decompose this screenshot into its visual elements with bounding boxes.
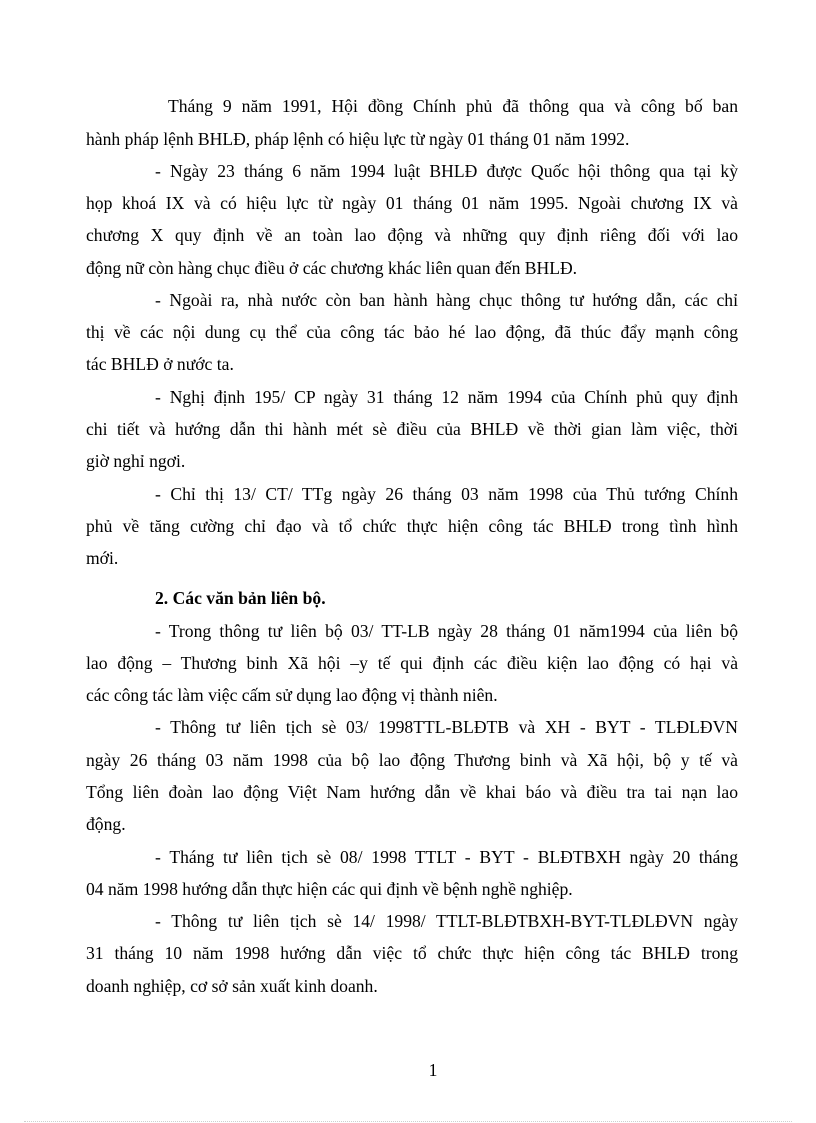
page-number: 1 (428, 1060, 438, 1080)
text-line: các công tác làm việc cấm sử dụng lao động vị thành niên. (86, 685, 498, 705)
text-line: - Trong thông tư liên bộ 03/ TT-LB ngày 28 tháng 01 năm1994 của liên bộ (155, 621, 738, 641)
text-line: - Ngày 23 tháng 6 năm 1994 luật BHLĐ được Quốc hội thông qua tại kỳ (155, 161, 738, 181)
text-line: 31 tháng 10 năm 1998 hướng dẫn việc tổ chức thực hiện công tác BHLĐ trong (86, 943, 738, 963)
text-line: phủ về tăng cường chỉ đạo và tổ chức thực hiện công tác BHLĐ trong tình hình (86, 516, 738, 536)
text-line: chương X quy định về an toàn lao động và những quy định riêng đối với lao (86, 225, 738, 245)
text-line: giờ nghỉ ngơi. (86, 451, 186, 471)
text-line: lao động – Thương binh Xã hội –y tế qui định các điều kiện lao động có hại và (86, 653, 738, 673)
text-line: hành pháp lệnh BHLĐ, pháp lệnh có hiệu lực từ ngày 01 tháng 01 năm 1992. (86, 129, 630, 149)
section-heading-text: 2. Các văn bản liên bộ. (155, 588, 326, 608)
text-line: động. (86, 814, 126, 834)
text-line: thị về các nội dung cụ thể của công tác bảo hé lao động, đã thúc đẩy mạnh công (86, 322, 738, 342)
text-line: - Thông tư liên tịch sè 03/ 1998TTL-BLĐTB và XH - BYT - TLĐLĐVN (155, 717, 738, 737)
text-line: - Ngoài ra, nhà nước còn ban hành hàng chục thông tư hướng dẫn, các chỉ (155, 290, 738, 310)
text-line: ngày 26 tháng 03 năm 1998 của bộ lao động Thương binh và Xã hội, bộ y tế và (86, 750, 738, 770)
text-line: Tổng liên đoàn lao động Việt Nam hướng dẫn về khai báo và điều tra tai nạn lao (86, 782, 738, 802)
footer-dotted-rule (24, 1121, 792, 1122)
text-line: - Thông tư liên tịch sè 14/ 1998/ TTLT-BLĐTBXH-BYT-TLĐLĐVN ngày (155, 911, 738, 931)
text-line: - Tháng tư liên tịch sè 08/ 1998 TTLT - BYT - BLĐTBXH ngày 20 tháng (155, 847, 738, 867)
text-line: họp khoá IX và có hiệu lực từ ngày 01 tháng 01 năm 1995. Ngoài chương IX và (86, 193, 738, 213)
text-line: - Chỉ thị 13/ CT/ TTg ngày 26 tháng 03 năm 1998 của Thủ tướng Chính (155, 484, 738, 504)
text-line: - Nghị định 195/ CP ngày 31 tháng 12 năm 1994 của Chính phủ quy định (155, 387, 738, 407)
text-line: động nữ còn hàng chục điều ở các chương khác liên quan đến BHLĐ. (86, 258, 578, 278)
text-line: tác BHLĐ ở nước ta. (86, 354, 234, 374)
text-line: Tháng 9 năm 1991, Hội đồng Chính phủ đã thông qua và công bố ban (168, 96, 738, 116)
text-line: mới. (86, 548, 119, 568)
text-line: chi tiết và hướng dẫn thi hành mét sè điều của BHLĐ về thời gian làm việc, thời (86, 419, 738, 439)
text-line: 04 năm 1998 hướng dẫn thực hiện các qui định về bệnh nghề nghiệp. (86, 879, 573, 899)
text-line: doanh nghiệp, cơ sở sản xuất kinh doanh. (86, 976, 378, 996)
